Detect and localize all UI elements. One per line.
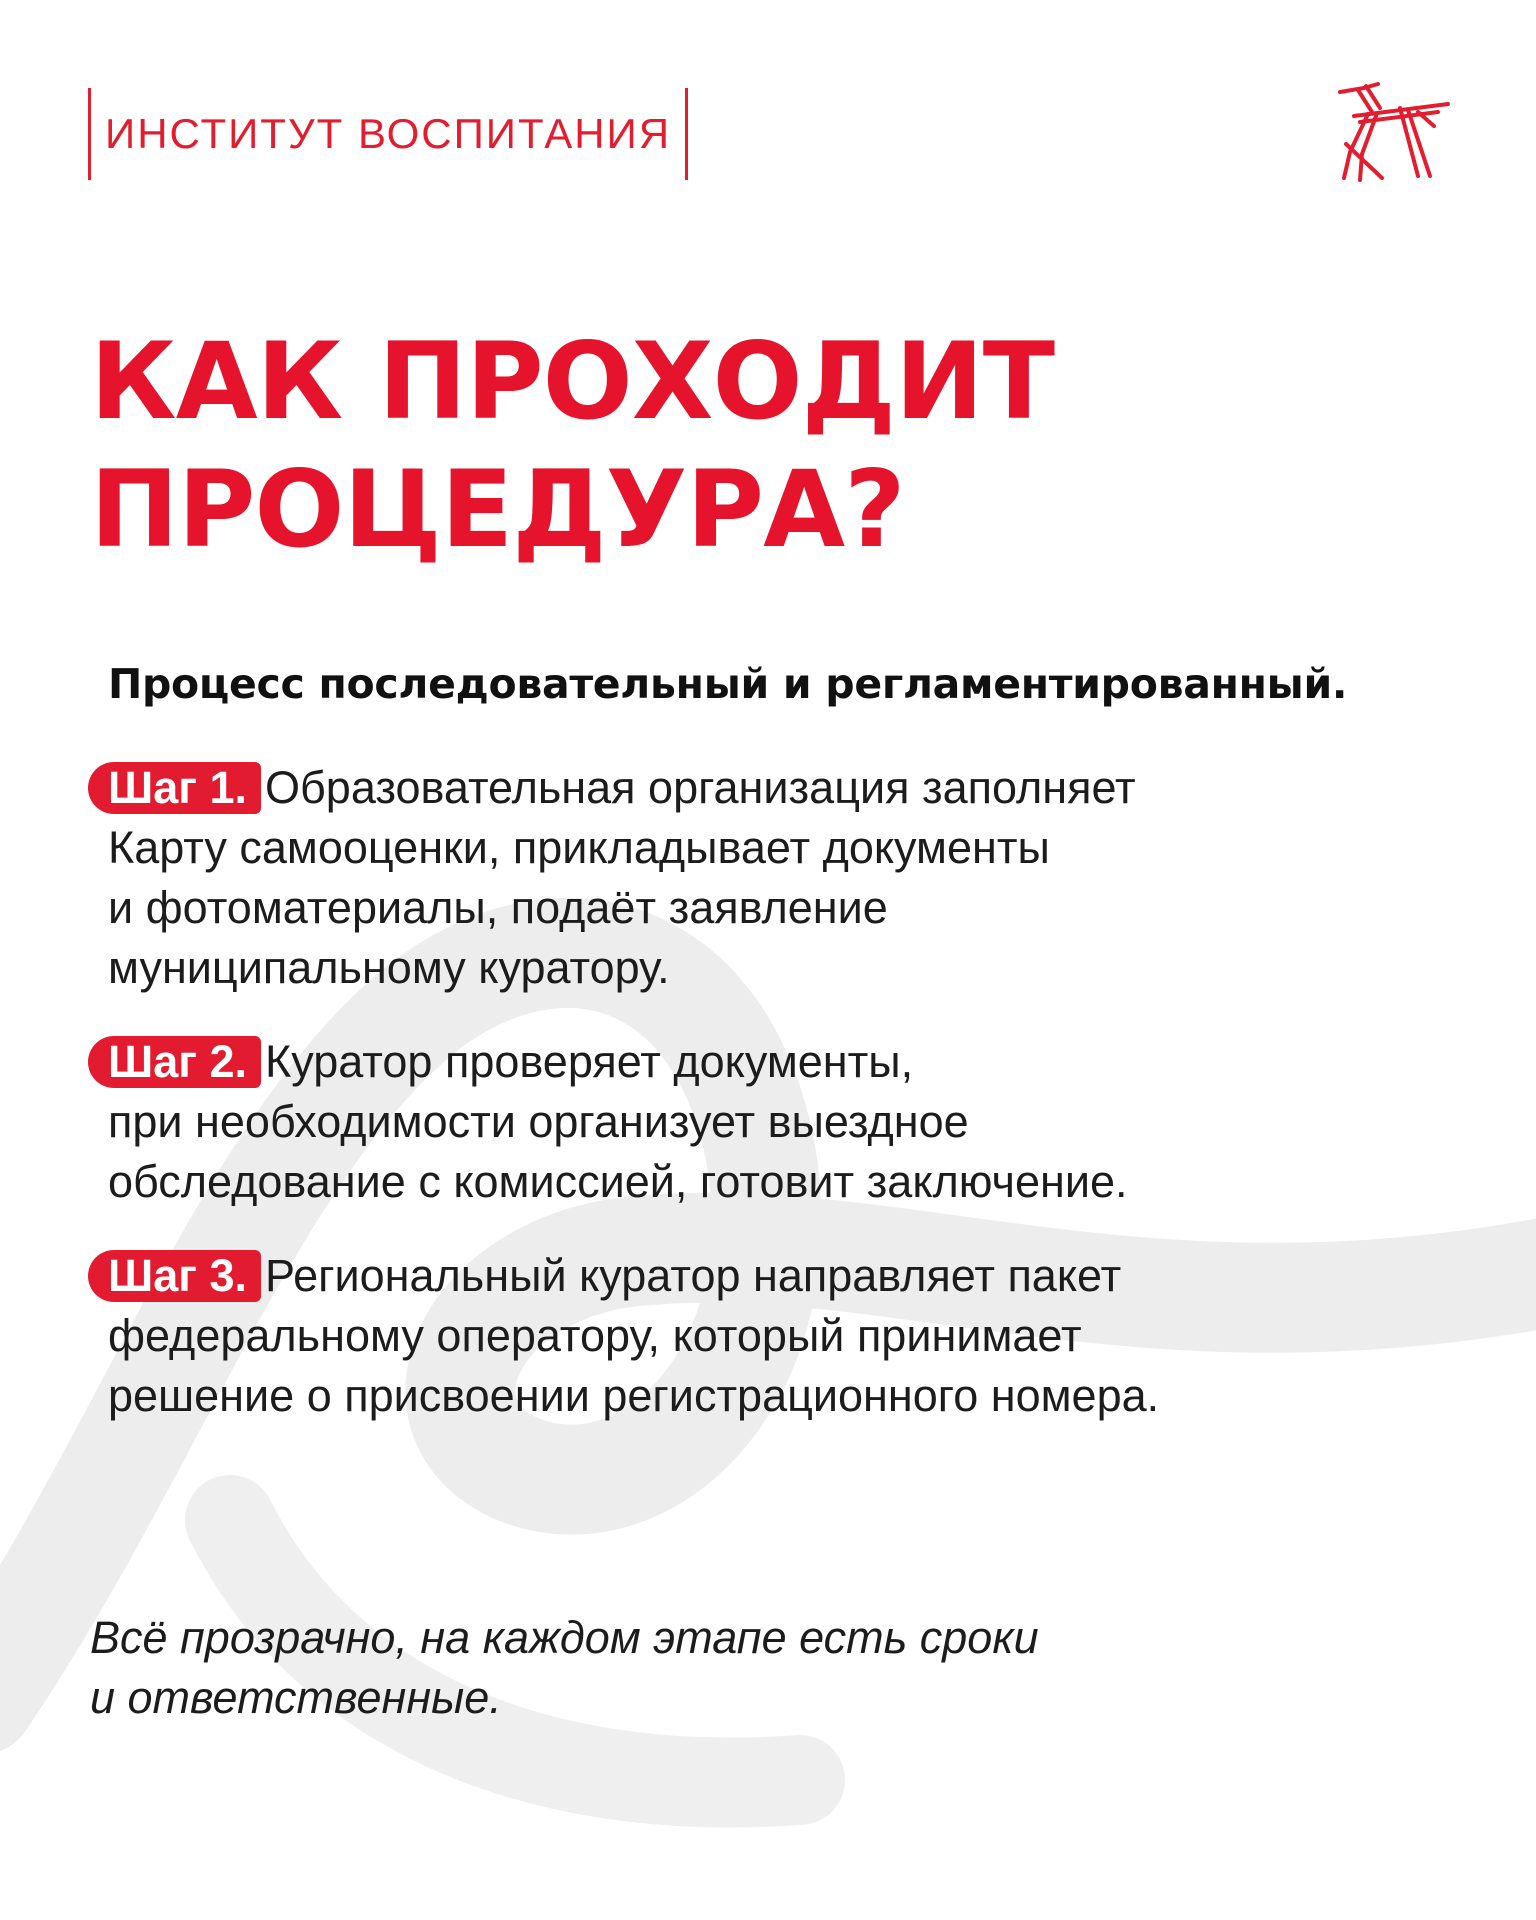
step-3-badge: Шаг 3. (88, 1250, 261, 1302)
step-1 (88, 758, 1498, 998)
page-title (90, 318, 1054, 574)
title-line-1: КАК ПРОХОДИТ (90, 320, 1054, 443)
step-1-text-line-2: Карту самооценки, прикладывает документы (108, 822, 1050, 873)
step-3-text-line-2: федеральному оператору, который принимает (108, 1310, 1082, 1361)
horse-logo-icon (1338, 82, 1460, 184)
steps-list (88, 758, 1498, 1460)
step-1-text-line-4: муниципальному куратору. (108, 942, 670, 993)
header-right-bar (685, 88, 688, 180)
step-3-text-line-1: Региональный куратор направляет пакет (265, 1250, 1122, 1301)
lead-text: Процесс последовательный и регламентированный. (108, 660, 1348, 708)
step-1-text-line-1: Образовательная организация заполняет (265, 762, 1136, 813)
step-1-text-line-3: и фотоматериалы, подаёт заявление (108, 882, 888, 933)
step-1-badge: Шаг 1. (88, 762, 261, 814)
org-header (88, 88, 688, 180)
footer-line-1: Всё прозрачно, на каждом этапе есть сроки (90, 1612, 1039, 1663)
title-line-2: ПРОЦЕДУРА? (90, 448, 905, 571)
step-2-text-line-1: Куратор проверяет документы, (265, 1036, 914, 1087)
footer-note (90, 1608, 1039, 1728)
step-2-text-line-2: при необходимости организует выездное (108, 1096, 969, 1147)
step-2-text-line-3: обследование с комиссией, готовит заключение. (108, 1156, 1128, 1207)
step-3 (88, 1246, 1498, 1426)
org-name: ИНСТИТУТ ВОСПИТАНИЯ (105, 110, 672, 157)
footer-line-2: и ответственные. (90, 1672, 502, 1723)
step-2 (88, 1032, 1498, 1212)
step-3-text-line-3: решение о присвоении регистрационного номера. (108, 1370, 1160, 1421)
step-2-badge: Шаг 2. (88, 1036, 261, 1088)
